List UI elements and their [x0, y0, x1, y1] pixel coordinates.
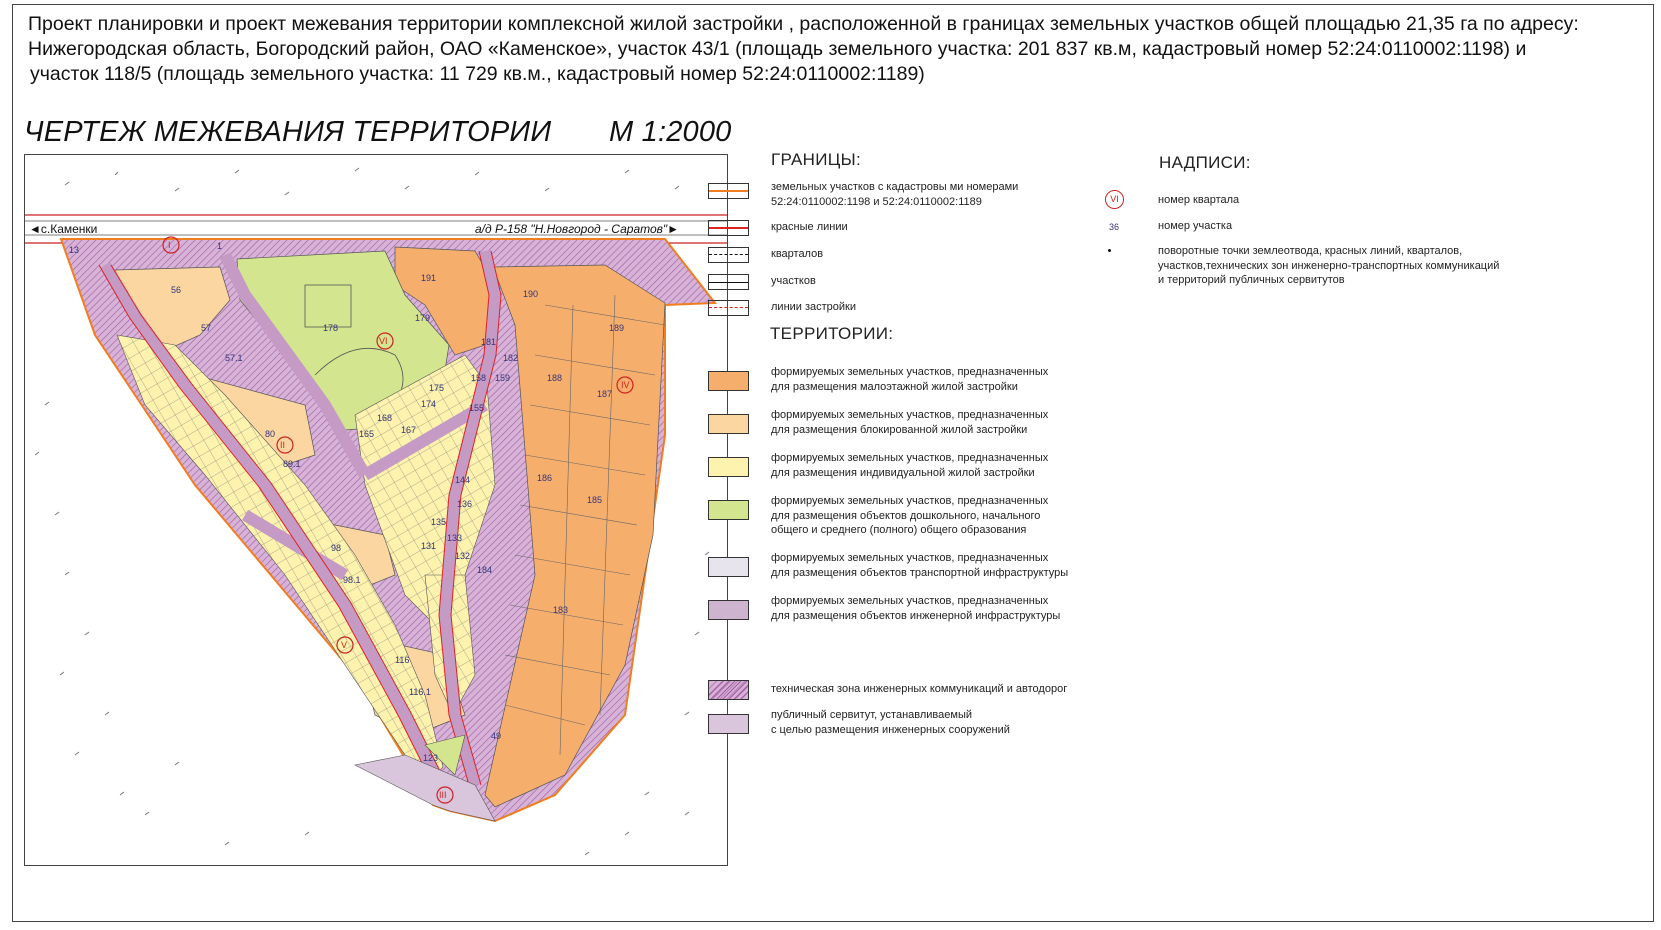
svg-text:190: 190	[523, 289, 539, 299]
svg-text:123: 123	[423, 753, 439, 763]
svg-text:98.1: 98.1	[343, 575, 361, 585]
svg-text:98: 98	[331, 543, 342, 553]
svg-text:159: 159	[495, 373, 511, 383]
low-rise-swatch	[708, 371, 749, 391]
legend-labels-heading: НАДПИСИ:	[1159, 153, 1251, 172]
survey-map[interactable]	[24, 154, 728, 866]
legend-territories-heading: ТЕРРИТОРИИ:	[770, 324, 894, 343]
svg-text:56: 56	[171, 285, 182, 295]
svg-text:135: 135	[431, 517, 447, 527]
legend-borders-heading: ГРАНИЦЫ:	[771, 150, 861, 169]
blocked-swatch	[708, 414, 749, 434]
svg-text:136: 136	[457, 499, 473, 509]
svg-text:174: 174	[421, 399, 437, 409]
svg-text:165: 165	[359, 429, 375, 439]
svg-text:I: I	[168, 240, 171, 250]
svg-text:13: 13	[69, 245, 80, 255]
svg-text:183: 183	[553, 605, 569, 615]
svg-text:175: 175	[429, 383, 445, 393]
svg-text:167: 167	[401, 425, 417, 435]
svg-text:188: 188	[547, 373, 563, 383]
drawing-title: ЧЕРТЕЖ МЕЖЕВАНИЯ ТЕРРИТОРИИ	[24, 116, 552, 148]
header-line-2: Нижегородская область, Богородский район, ОАО «Каменское», участок 43/1 (площадь земельного участка: 201 837 кв.м, кадастровый номер 52:24:0110002:1198) и	[28, 38, 1527, 60]
svg-text:185: 185	[587, 495, 603, 505]
svg-text:VI: VI	[379, 336, 388, 346]
svg-text:131: 131	[421, 541, 437, 551]
svg-text:181: 181	[481, 337, 497, 347]
svg-text:IV: IV	[621, 380, 630, 390]
svg-text:189: 189	[609, 323, 625, 333]
red-dashed-line-icon	[708, 300, 749, 316]
red-line-icon	[708, 220, 749, 236]
thin-black-line-icon	[708, 274, 749, 290]
servitude-swatch	[708, 714, 749, 734]
svg-text:182: 182	[503, 353, 519, 363]
header-line-1: Проект планировки и проект межевания территории комплексной жилой застройки , расположенной в границах земельных участков общей площадью 21,35 га по адресу:	[28, 13, 1579, 35]
road-label-left: ◄с.Каменки	[29, 222, 98, 236]
svg-text:80: 80	[265, 429, 276, 439]
drawing-title-block	[24, 116, 732, 149]
svg-text:116.1: 116.1	[409, 687, 431, 697]
map-canvas[interactable]	[25, 155, 727, 865]
svg-text:191: 191	[421, 273, 437, 283]
svg-text:III: III	[439, 790, 447, 800]
plot-number-icon: 36	[1109, 222, 1120, 232]
quarter-number-icon: VI	[1105, 190, 1124, 209]
education-swatch	[708, 500, 749, 520]
project-header	[28, 12, 1648, 87]
drawing-scale: М 1:2000	[609, 116, 732, 148]
svg-text:1: 1	[217, 241, 223, 251]
svg-text:116: 116	[395, 655, 410, 665]
svg-text:144: 144	[455, 475, 471, 485]
svg-text:178: 178	[323, 323, 339, 333]
svg-text:158: 158	[471, 373, 487, 383]
svg-text:184: 184	[477, 565, 493, 575]
engineering-swatch	[708, 600, 749, 620]
svg-text:89.1: 89.1	[283, 459, 301, 469]
svg-text:57: 57	[201, 323, 212, 333]
road-label-right: а/д Р-158 "Н.Новгород - Саратов"►	[475, 222, 680, 236]
tech-zone-swatch	[708, 680, 749, 700]
transport-swatch	[708, 557, 749, 577]
svg-text:49: 49	[491, 731, 502, 741]
dashed-black-line-icon	[708, 247, 749, 263]
svg-text:132: 132	[455, 551, 471, 561]
svg-text:II: II	[280, 440, 286, 450]
turning-point-icon	[1108, 249, 1111, 252]
svg-text:V: V	[341, 640, 348, 650]
svg-text:186: 186	[537, 473, 553, 483]
svg-text:57.1: 57.1	[225, 353, 243, 363]
svg-text:187: 187	[597, 389, 613, 399]
svg-text:133: 133	[447, 533, 463, 543]
svg-text:168: 168	[377, 413, 393, 423]
svg-text:179: 179	[415, 313, 431, 323]
orange-boundary-icon	[708, 183, 749, 199]
header-line-3: участок 118/5 (площадь земельного участка: 11 729 кв.м., кадастровый номер 52:24:0110002:1189)	[30, 63, 925, 85]
svg-text:155: 155	[469, 403, 485, 413]
individual-swatch	[708, 457, 749, 477]
